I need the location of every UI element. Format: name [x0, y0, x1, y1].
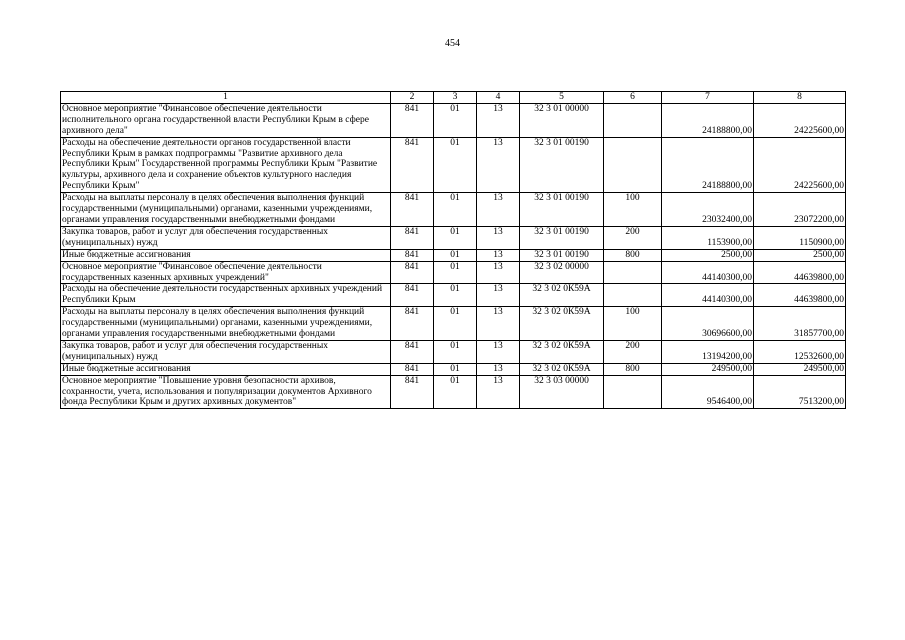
row-vedomstvo-cell: 841 [391, 307, 434, 341]
row-vedomstvo-cell: 841 [391, 375, 434, 409]
row-razdel-cell: 01 [434, 226, 477, 249]
row-csr-cell: 32 3 03 00000 [520, 375, 604, 409]
row-sum-year1-cell: 23032400,00 [662, 193, 754, 227]
row-sum-year2-cell: 31857700,00 [754, 307, 846, 341]
row-razdel-cell: 01 [434, 137, 477, 193]
column-header: 7 [662, 92, 754, 104]
row-sum-year1-cell: 24188800,00 [662, 137, 754, 193]
row-sum-year1-cell: 249500,00 [662, 363, 754, 375]
row-sum-year2-cell: 12532600,00 [754, 340, 846, 363]
row-podrazdel-cell: 13 [477, 261, 520, 284]
row-vedomstvo-cell: 841 [391, 363, 434, 375]
row-name-cell: Расходы на обеспечение деятельности государственных архивных учреждений Республики Крым [61, 284, 391, 307]
row-sum-year1-cell: 13194200,00 [662, 340, 754, 363]
row-name-cell: Расходы на выплаты персоналу в целях обеспечения выполнения функций государственными (муниципальными) органами, казенными учреждениями, органами управления государственными внебюджетными фондами [61, 193, 391, 227]
table-row [61, 284, 846, 307]
row-podrazdel-cell: 13 [477, 226, 520, 249]
row-sum-year2-cell: 7513200,00 [754, 375, 846, 409]
row-vr-cell: 200 [604, 226, 662, 249]
row-vedomstvo-cell: 841 [391, 137, 434, 193]
table-row [61, 226, 846, 249]
row-vedomstvo-cell: 841 [391, 103, 434, 137]
row-vr-cell: 100 [604, 193, 662, 227]
column-header: 1 [61, 92, 391, 104]
row-vr-cell [604, 284, 662, 307]
row-razdel-cell: 01 [434, 193, 477, 227]
row-vedomstvo-cell: 841 [391, 261, 434, 284]
row-csr-cell: 32 3 01 00000 [520, 103, 604, 137]
table-row [61, 375, 846, 409]
row-vedomstvo-cell: 841 [391, 249, 434, 261]
row-razdel-cell: 01 [434, 375, 477, 409]
column-header: 8 [754, 92, 846, 104]
row-vr-cell: 800 [604, 249, 662, 261]
row-sum-year1-cell: 1153900,00 [662, 226, 754, 249]
row-vr-cell [604, 103, 662, 137]
row-name-cell: Иные бюджетные ассигнования [61, 363, 391, 375]
row-vedomstvo-cell: 841 [391, 340, 434, 363]
row-name-cell: Основное мероприятие "Финансовое обеспечение деятельности исполнительного органа государственной власти Республики Крым в сфере архивного дела" [61, 103, 391, 137]
table-row [61, 193, 846, 227]
row-sum-year1-cell: 24188800,00 [662, 103, 754, 137]
table-row [61, 137, 846, 193]
row-razdel-cell: 01 [434, 363, 477, 375]
row-sum-year2-cell: 24225600,00 [754, 137, 846, 193]
row-sum-year2-cell: 44639800,00 [754, 261, 846, 284]
row-csr-cell: 32 3 01 00190 [520, 226, 604, 249]
column-header: 4 [477, 92, 520, 104]
row-podrazdel-cell: 13 [477, 193, 520, 227]
row-sum-year2-cell: 24225600,00 [754, 103, 846, 137]
table-row [61, 363, 846, 375]
row-csr-cell: 32 3 01 00190 [520, 193, 604, 227]
row-podrazdel-cell: 13 [477, 249, 520, 261]
row-razdel-cell: 01 [434, 340, 477, 363]
row-name-cell: Основное мероприятие "Повышение уровня безопасности архивов, сохранности, учета, использования и популяризации документов Архивного фонда Республики Крым и других архивных документов" [61, 375, 391, 409]
row-podrazdel-cell: 13 [477, 363, 520, 375]
table-row [61, 249, 846, 261]
row-vr-cell: 200 [604, 340, 662, 363]
page-number: 454 [445, 38, 460, 49]
row-name-cell: Основное мероприятие "Финансовое обеспечение деятельности государственных казенных архивных учреждений" [61, 261, 391, 284]
table-row [61, 307, 846, 341]
column-header: 5 [520, 92, 604, 104]
row-csr-cell: 32 3 02 0К59А [520, 307, 604, 341]
row-name-cell: Закупка товаров, работ и услуг для обеспечения государственных (муниципальных) нужд [61, 340, 391, 363]
row-razdel-cell: 01 [434, 103, 477, 137]
table-row [61, 261, 846, 284]
row-vr-cell: 800 [604, 363, 662, 375]
row-vr-cell [604, 375, 662, 409]
row-podrazdel-cell: 13 [477, 307, 520, 341]
row-podrazdel-cell: 13 [477, 284, 520, 307]
row-name-cell: Расходы на выплаты персоналу в целях обеспечения выполнения функций государственными (муниципальными) органами, казенными учреждениями, органами управления государственными внебюджетными фондами [61, 307, 391, 341]
row-razdel-cell: 01 [434, 261, 477, 284]
column-header: 2 [391, 92, 434, 104]
row-sum-year1-cell: 44140300,00 [662, 261, 754, 284]
budget-table [60, 91, 846, 409]
row-vedomstvo-cell: 841 [391, 226, 434, 249]
row-sum-year1-cell: 44140300,00 [662, 284, 754, 307]
row-vr-cell [604, 137, 662, 193]
row-sum-year1-cell: 2500,00 [662, 249, 754, 261]
column-header: 6 [604, 92, 662, 104]
row-vr-cell [604, 261, 662, 284]
row-csr-cell: 32 3 02 00000 [520, 261, 604, 284]
row-sum-year2-cell: 1150900,00 [754, 226, 846, 249]
table-row [61, 340, 846, 363]
row-podrazdel-cell: 13 [477, 340, 520, 363]
row-name-cell: Закупка товаров, работ и услуг для обеспечения государственных (муниципальных) нужд [61, 226, 391, 249]
row-sum-year2-cell: 249500,00 [754, 363, 846, 375]
row-sum-year2-cell: 2500,00 [754, 249, 846, 261]
row-razdel-cell: 01 [434, 307, 477, 341]
row-sum-year2-cell: 44639800,00 [754, 284, 846, 307]
table-row [61, 103, 846, 137]
row-razdel-cell: 01 [434, 249, 477, 261]
row-csr-cell: 32 3 01 00190 [520, 137, 604, 193]
row-vedomstvo-cell: 841 [391, 193, 434, 227]
column-header: 3 [434, 92, 477, 104]
row-sum-year2-cell: 23072200,00 [754, 193, 846, 227]
row-vr-cell: 100 [604, 307, 662, 341]
row-podrazdel-cell: 13 [477, 103, 520, 137]
row-csr-cell: 32 3 01 00190 [520, 249, 604, 261]
row-podrazdel-cell: 13 [477, 375, 520, 409]
row-name-cell: Расходы на обеспечение деятельности органов государственной власти Республики Крым в рамках подпрограммы "Развитие архивного дела Республики Крым" Государственной программы Республики Крым "Развитие культуры, архивного дела и сохранение объектов культурного наследия Республики Крым" [61, 137, 391, 193]
row-sum-year1-cell: 9546400,00 [662, 375, 754, 409]
row-podrazdel-cell: 13 [477, 137, 520, 193]
row-razdel-cell: 01 [434, 284, 477, 307]
table-header-row [61, 92, 846, 104]
row-csr-cell: 32 3 02 0К59А [520, 284, 604, 307]
row-csr-cell: 32 3 02 0К59А [520, 363, 604, 375]
row-name-cell: Иные бюджетные ассигнования [61, 249, 391, 261]
row-sum-year1-cell: 30696600,00 [662, 307, 754, 341]
row-csr-cell: 32 3 02 0К59А [520, 340, 604, 363]
row-vedomstvo-cell: 841 [391, 284, 434, 307]
